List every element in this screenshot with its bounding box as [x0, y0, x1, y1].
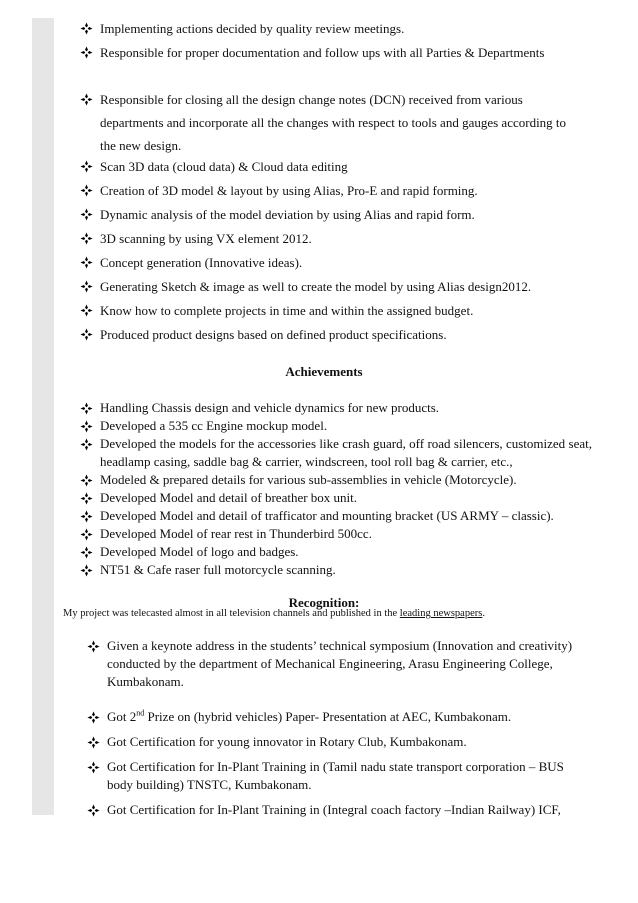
list-item-text: Concept generation (Innovative ideas). — [100, 255, 303, 270]
list-item — [80, 17, 600, 40]
list-item-text: Creation of 3D model & layout by using Alias, Pro-E and rapid forming. — [100, 183, 478, 198]
list-item — [80, 399, 600, 417]
list-item — [80, 41, 600, 64]
list-item — [80, 275, 600, 298]
list-item-text: Developed the models for the accessories like crash guard, off road silencers, customized seat, headlamp casing, saddle bag & carrier, windscreen, tool roll bag & carrier, etc., — [100, 436, 592, 469]
list-item — [80, 417, 600, 435]
margin-gutter — [32, 18, 54, 815]
newspapers-link[interactable]: leading newspapers — [399, 608, 483, 619]
list-item-text: Dynamic analysis of the model deviation by using Alias and rapid form. — [100, 207, 475, 222]
recognition-note — [63, 608, 485, 619]
list-item-text: Handling Chassis design and vehicle dynamics for new products. — [100, 400, 440, 415]
list-item-text: Produced product designs based on defined product specifications. — [100, 327, 447, 342]
list-item — [80, 88, 590, 158]
list-item — [80, 507, 600, 525]
list-item — [87, 637, 587, 691]
list-item — [80, 561, 600, 579]
list-item — [80, 155, 600, 178]
list-item-text: Scan 3D data (cloud data) & Cloud data editing — [100, 159, 348, 174]
list-item-text: Developed Model and detail of trafficator and mounting bracket (US ARMY – classic). — [100, 508, 554, 523]
list-item-text: Developed Model and detail of breather box unit. — [100, 490, 358, 505]
list-item-text: Developed Model of rear rest in Thunderbird 500cc. — [100, 526, 372, 541]
prize-text-post: Prize on (hybrid vehicles) Paper- Presentation at AEC, Kumbakonam. — [144, 709, 512, 724]
recognition-note-prefix: My project was telecasted almost in all television channels and published in the — [63, 608, 400, 619]
bullet-icon — [80, 46, 94, 69]
bullet-icon — [87, 640, 101, 658]
list-item — [80, 251, 600, 274]
list-item-text — [107, 708, 511, 726]
list-item — [80, 489, 600, 507]
achievements-heading: Achievements — [285, 364, 363, 379]
list-item-text: Developed Model of logo and badges. — [100, 544, 299, 559]
list-item-text: Generating Sketch & image as well to create the model by using Alias design2012. — [100, 279, 532, 294]
list-item — [87, 758, 587, 794]
list-item-text: Got Certification for In-Plant Training in (Integral coach factory –Indian Railway) ICF, — [107, 802, 561, 817]
bullet-icon — [80, 564, 94, 582]
prize-text-pre: Got 2 — [107, 709, 137, 724]
list-item — [80, 525, 600, 543]
list-item-text: Responsible for proper documentation and follow ups with all Parties & Departments — [100, 45, 545, 60]
list-item — [87, 733, 587, 751]
list-item — [80, 299, 600, 322]
list-item-text: Know how to complete projects in time and within the assigned budget. — [100, 303, 474, 318]
list-item-text: 3D scanning by using VX element 2012. — [100, 231, 312, 246]
list-item — [80, 203, 600, 226]
list-item — [80, 179, 600, 202]
list-item-text: Implementing actions decided by quality review meetings. — [100, 21, 405, 36]
bullet-icon — [80, 438, 94, 456]
list-item-text: Got Certification for young innovator in Rotary Club, Kumbakonam. — [107, 734, 467, 749]
bullet-icon — [87, 804, 101, 822]
list-item — [80, 435, 600, 471]
recognition-note-suffix: . — [482, 608, 485, 619]
list-item-text: Modeled & prepared details for various sub-assemblies in vehicle (Motorcycle). — [100, 472, 517, 487]
list-item-text: NT51 & Cafe raser full motorcycle scanning. — [100, 562, 336, 577]
ordinal-superscript: nd — [136, 708, 145, 718]
list-item-text: Developed a 535 cc Engine mockup model. — [100, 418, 328, 433]
list-item — [87, 708, 587, 726]
list-item — [80, 323, 600, 346]
list-item-text: Responsible for closing all the design change notes (DCN) received from various departments and incorporate all the changes with respect to tools and gauges according to the new design. — [100, 92, 567, 153]
list-item — [80, 543, 600, 561]
list-item — [87, 801, 587, 819]
list-item-text: Got Certification for In-Plant Training in (Tamil nadu state transport corporation – BUS body building) TNSTC, Kumbakonam. — [107, 759, 564, 792]
bullet-icon — [80, 93, 94, 116]
recognition-heading: Recognition: — [288, 595, 360, 610]
list-item — [80, 471, 600, 489]
list-item — [80, 227, 600, 250]
bullet-icon — [87, 711, 101, 729]
bullet-icon — [80, 328, 94, 351]
bullet-icon — [87, 761, 101, 779]
bullet-icon — [87, 736, 101, 754]
list-item-text: Given a keynote address in the students’ technical symposium (Innovation and creativity) conducted by the department of Mechanical Engineering, Arasu Engineering College, Kumbakonam. — [107, 638, 573, 689]
